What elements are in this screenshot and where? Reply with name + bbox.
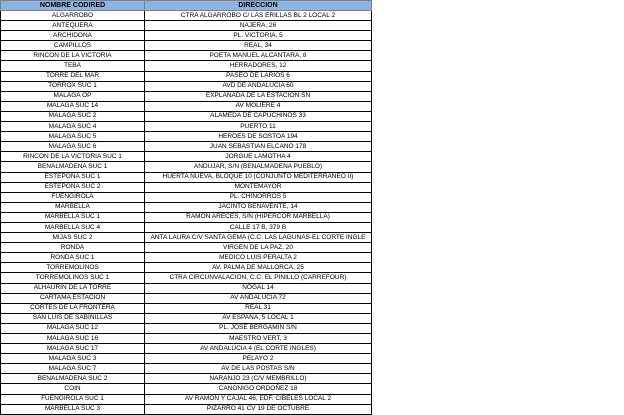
cell-direccion[interactable]: AVD DE ANDALUCIA 60 xyxy=(145,81,372,91)
cell-nombre-codired[interactable]: SAN LUIS DE SABINILLAS xyxy=(1,313,145,323)
cell-nombre-codired[interactable]: CARTAMA ESTACION xyxy=(1,293,145,303)
table-row xyxy=(1,81,372,91)
table-row xyxy=(1,31,372,41)
cell-direccion[interactable]: AV ANDALUCIA 4 (EL CORTE INGLES) xyxy=(145,344,372,354)
cell-nombre-codired[interactable]: TORREMOLINOS SUC 1 xyxy=(1,273,145,283)
table-row xyxy=(1,202,372,212)
cell-direccion[interactable]: MEDICO LUIS PERALTA 2 xyxy=(145,253,372,263)
table-row xyxy=(1,364,372,374)
cell-direccion[interactable]: JACINTO BENAVENTE, 14 xyxy=(145,202,372,212)
cell-nombre-codired[interactable]: ALGARROBO xyxy=(1,11,145,21)
cell-nombre-codired[interactable]: MARBELLA SUC 3 xyxy=(1,404,145,414)
cell-direccion[interactable]: CANONIGO ORDOÑEZ 18 xyxy=(145,384,372,394)
cell-nombre-codired[interactable]: MALAGA SUC 6 xyxy=(1,142,145,152)
table-row xyxy=(1,132,372,142)
cell-direccion[interactable]: POETA MANUEL ALCANTARA, 8 xyxy=(145,51,372,61)
table-row xyxy=(1,41,372,51)
cell-nombre-codired[interactable]: FUENGIROLA SUC 1 xyxy=(1,394,145,404)
table-row xyxy=(1,162,372,172)
table-row xyxy=(1,11,372,21)
cell-nombre-codired[interactable]: ARCHIDONA xyxy=(1,31,145,41)
table-row xyxy=(1,101,372,111)
cell-nombre-codired[interactable]: MALAGA SUC 3 xyxy=(1,354,145,364)
table-row xyxy=(1,51,372,61)
cell-direccion[interactable]: RAMON ARECES, S/N (HIPERCOR MARBELLA) xyxy=(145,212,372,222)
cell-nombre-codired[interactable]: RINCON DE LA VICTORIA xyxy=(1,51,145,61)
cell-direccion[interactable]: PELAYO 2 xyxy=(145,354,372,364)
cell-nombre-codired[interactable]: MIJAS SUC 2 xyxy=(1,233,145,243)
cell-nombre-codired[interactable]: TEBA xyxy=(1,61,145,71)
table-row xyxy=(1,91,372,101)
table-row xyxy=(1,394,372,404)
cell-direccion[interactable]: ANTA LAURA C/V SANTA GEMA (C.C. LAS LAGUNAS-EL CORTE INGLE xyxy=(145,233,372,243)
cell-direccion[interactable]: AV MOLIERE 4 xyxy=(145,101,372,111)
table-row xyxy=(1,283,372,293)
table-row xyxy=(1,253,372,263)
table-row xyxy=(1,273,372,283)
table-row xyxy=(1,122,372,132)
cell-direccion[interactable]: CTRA ALGARROBO C/ LAS ERILLAS BL 2 LOCAL 2 xyxy=(145,11,372,21)
cell-nombre-codired[interactable]: TORRE DEL MAR xyxy=(1,71,145,81)
cell-direccion[interactable]: NARANJO 23 (C/V MEMBRILLO) xyxy=(145,374,372,384)
cell-nombre-codired[interactable]: CORTES DE LA FRONTERA xyxy=(1,303,145,313)
cell-direccion[interactable]: PASEO DE LARIOS 6 xyxy=(145,71,372,81)
cell-nombre-codired[interactable]: ESTEPONA SUC 2 xyxy=(1,182,145,192)
cell-nombre-codired[interactable]: MALAGA SUC 16 xyxy=(1,334,145,344)
table-body xyxy=(1,11,372,415)
cell-direccion[interactable]: JORGUE LAMOTHA 4 xyxy=(145,152,372,162)
table-row xyxy=(1,233,372,243)
table-row xyxy=(1,21,372,31)
table-row xyxy=(1,71,372,81)
cell-direccion[interactable]: PL. VICTORIA, 5 xyxy=(145,31,372,41)
cell-direccion[interactable]: EXPLANADA DE LA ESTACION SN xyxy=(145,91,372,101)
cell-direccion[interactable]: NOGAL 14 xyxy=(145,283,372,293)
table-row xyxy=(1,243,372,253)
cell-direccion[interactable]: PL. CHINORROS 5 xyxy=(145,192,372,202)
cell-nombre-codired[interactable]: FUENGIROLA xyxy=(1,192,145,202)
table-row xyxy=(1,142,372,152)
cell-nombre-codired[interactable]: RONDA SUC 1 xyxy=(1,253,145,263)
table-row xyxy=(1,293,372,303)
cell-direccion[interactable]: AV ESPAÑA, 5 LOCAL 1 xyxy=(145,313,372,323)
cell-nombre-codired[interactable]: ESTEPONA SUC 1 xyxy=(1,172,145,182)
table-row xyxy=(1,263,372,273)
table-row xyxy=(1,354,372,364)
table-row xyxy=(1,192,372,202)
header-direccion[interactable]: DIRECCION xyxy=(145,1,372,11)
cell-direccion[interactable]: HUERTA NUEVA, BLOQUE 10 (CONJUNTO MEDITERRANEO II) xyxy=(145,172,372,182)
cell-nombre-codired[interactable]: MARBELLA SUC 4 xyxy=(1,222,145,232)
cell-nombre-codired[interactable]: BENALMADENA SUC 2 xyxy=(1,374,145,384)
cell-nombre-codired[interactable]: TORROX SUC 1 xyxy=(1,81,145,91)
cell-direccion[interactable]: AV DE LAS POSTAS S/N xyxy=(145,364,372,374)
cell-direccion[interactable]: HEROES DE SOSTOA 194 xyxy=(145,132,372,142)
cell-direccion[interactable]: REAL 31 xyxy=(145,303,372,313)
cell-nombre-codired[interactable]: MALAGA SUC 2 xyxy=(1,111,145,121)
cell-nombre-codired[interactable]: TORREMOLINOS xyxy=(1,263,145,273)
table-row xyxy=(1,303,372,313)
cell-nombre-codired[interactable]: ALHAURIN DE LA TORRE xyxy=(1,283,145,293)
cell-nombre-codired[interactable]: MARBELLA SUC 1 xyxy=(1,212,145,222)
table-row xyxy=(1,334,372,344)
cell-direccion[interactable]: HERRADORES, 12 xyxy=(145,61,372,71)
cell-direccion[interactable]: JUAN SEBASTIAN ELCANO 178 xyxy=(145,142,372,152)
cell-nombre-codired[interactable]: RINCON DE LA VICTORIA SUC 1 xyxy=(1,152,145,162)
cell-direccion[interactable]: AV ANDALUCIA 72 xyxy=(145,293,372,303)
table-row xyxy=(1,182,372,192)
cell-direccion[interactable]: MONTEMAYOR xyxy=(145,182,372,192)
cell-direccion[interactable]: ALAMEDA DE CAPUCHINOS 33 xyxy=(145,111,372,121)
header-row xyxy=(1,1,372,11)
cell-direccion[interactable]: AV RAMON Y CAJAL 46, EDF. CIBELES LOCAL 2 xyxy=(145,394,372,404)
cell-direccion[interactable]: CTRA CIRCUNVALACION, C.C. EL PINILLO (CARREFOUR) xyxy=(145,273,372,283)
cell-nombre-codired[interactable]: MALAGA SUC 5 xyxy=(1,132,145,142)
table-row xyxy=(1,344,372,354)
cell-direccion[interactable]: PIZARRO 41 CV 19 DE OCTUBRE xyxy=(145,404,372,414)
cell-nombre-codired[interactable]: MALAGA SUC 14 xyxy=(1,101,145,111)
cell-direccion[interactable]: REAL, 34 xyxy=(145,41,372,51)
cell-direccion[interactable]: NAJERA, 26 xyxy=(145,21,372,31)
table-row xyxy=(1,212,372,222)
cell-nombre-codired[interactable]: MALAGA SUC 12 xyxy=(1,323,145,333)
cell-nombre-codired[interactable]: MALAGA SUC 4 xyxy=(1,122,145,132)
cell-nombre-codired[interactable]: MALAGA OP xyxy=(1,91,145,101)
cell-nombre-codired[interactable]: CAMPILLOS xyxy=(1,41,145,51)
table-row xyxy=(1,323,372,333)
cell-direccion[interactable]: MAESTRO VERT, 3 xyxy=(145,334,372,344)
table-row xyxy=(1,61,372,71)
table-row xyxy=(1,384,372,394)
table-row xyxy=(1,222,372,232)
cell-direccion[interactable]: AV. PALMA DE MALLORCA, 25 xyxy=(145,263,372,273)
cell-direccion[interactable]: PL. JOSE BERGAMIN S/N xyxy=(145,323,372,333)
cell-direccion[interactable]: ANDUJAR, S/N (BENALMADENA PUEBLO) xyxy=(145,162,372,172)
table-row xyxy=(1,404,372,414)
cell-nombre-codired[interactable]: MALAGA SUC 17 xyxy=(1,344,145,354)
cell-nombre-codired[interactable]: MALAGA SUC 7 xyxy=(1,364,145,374)
header-nombre-codired[interactable]: NOMBRE CODIRED xyxy=(1,1,145,11)
cell-nombre-codired[interactable]: RONDA xyxy=(1,243,145,253)
cell-nombre-codired[interactable]: ANTEQUERA xyxy=(1,21,145,31)
table-row xyxy=(1,313,372,323)
table-row xyxy=(1,172,372,182)
table-row xyxy=(1,111,372,121)
cell-direccion[interactable]: PUERTO 11 xyxy=(145,122,372,132)
table-row xyxy=(1,374,372,384)
cell-nombre-codired[interactable]: MARBELLA xyxy=(1,202,145,212)
cell-nombre-codired[interactable]: COIN xyxy=(1,384,145,394)
cell-direccion[interactable]: VIRGEN DE LA PAZ, 20 xyxy=(145,243,372,253)
cell-nombre-codired[interactable]: BENALMADENA SUC 1 xyxy=(1,162,145,172)
table-row xyxy=(1,152,372,162)
cell-direccion[interactable]: CALLE 17 B, 379 B xyxy=(145,222,372,232)
